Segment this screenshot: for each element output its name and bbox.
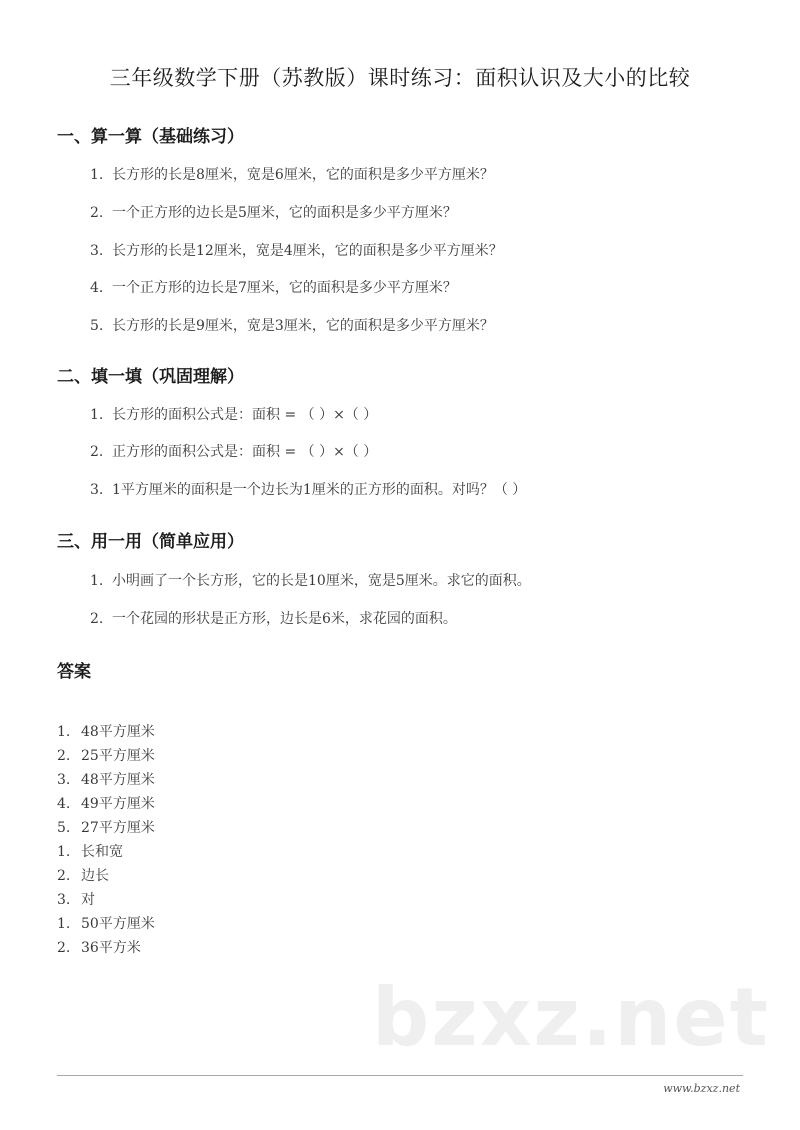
answer-item bbox=[57, 937, 141, 957]
answer-number: 2. bbox=[57, 868, 71, 884]
question-text: 长方形的长是8厘米，宽是6厘米，它的面积是多少平方厘米？ bbox=[112, 167, 494, 183]
question-number: 2. bbox=[90, 444, 104, 460]
answer-text: 48平方厘米 bbox=[81, 772, 155, 788]
answer-item bbox=[57, 889, 95, 909]
question-text: 正方形的面积公式是：面积 = （ ）×（ ） bbox=[112, 444, 378, 460]
question-text: 一个正方形的边长是5厘米，它的面积是多少平方厘米？ bbox=[112, 205, 457, 221]
answer-item bbox=[57, 841, 123, 861]
document-title: 三年级数学下册（苏教版）课时练习：面积认识及大小的比较 bbox=[109, 66, 691, 90]
answer-text: 36平方米 bbox=[81, 940, 141, 956]
question-item bbox=[90, 570, 531, 590]
question-text: 1平方厘米的面积是一个边长为1厘米的正方形的面积。对吗？（ ） bbox=[112, 482, 527, 498]
answer-item bbox=[57, 817, 155, 837]
question-item bbox=[90, 608, 457, 628]
answer-text: 48平方厘米 bbox=[81, 724, 155, 740]
footer-url: www.bzxz.net bbox=[663, 1082, 740, 1095]
question-text: 一个正方形的边长是7厘米，它的面积是多少平方厘米？ bbox=[112, 280, 457, 296]
question-item bbox=[90, 441, 377, 461]
section-heading-consolidation: 二、填一填（巩固理解） bbox=[57, 367, 244, 387]
question-item bbox=[90, 404, 377, 424]
answer-text: 长和宽 bbox=[81, 844, 123, 860]
question-number: 2. bbox=[90, 611, 104, 627]
answer-number: 5. bbox=[57, 820, 71, 836]
question-text: 小明画了一个长方形，它的长是10厘米，宽是5厘米。求它的面积。 bbox=[112, 573, 531, 589]
question-item bbox=[90, 240, 503, 260]
question-item bbox=[90, 202, 457, 222]
answer-number: 1. bbox=[57, 724, 71, 740]
answer-text: 49平方厘米 bbox=[81, 796, 155, 812]
answer-item bbox=[57, 865, 109, 885]
answer-item bbox=[57, 793, 155, 813]
answer-number: 1. bbox=[57, 916, 71, 932]
question-number: 3. bbox=[90, 243, 104, 259]
answers-heading: 答案 bbox=[57, 662, 91, 682]
question-number: 2. bbox=[90, 205, 104, 221]
question-text: 长方形的长是12厘米，宽是4厘米，它的面积是多少平方厘米？ bbox=[112, 243, 503, 259]
section-heading-basic-practice: 一、算一算（基础练习） bbox=[57, 127, 244, 147]
answer-number: 4. bbox=[57, 796, 71, 812]
question-item bbox=[90, 164, 494, 184]
watermark: bzxz.net bbox=[372, 971, 770, 1064]
question-item bbox=[90, 479, 526, 499]
question-number: 5. bbox=[90, 318, 104, 334]
answer-number: 3. bbox=[57, 772, 71, 788]
footer-divider bbox=[57, 1075, 743, 1076]
question-number: 1. bbox=[90, 167, 104, 183]
question-item bbox=[90, 277, 457, 297]
answer-text: 27平方厘米 bbox=[81, 820, 155, 836]
answer-item bbox=[57, 721, 155, 741]
answer-item bbox=[57, 769, 155, 789]
answer-item bbox=[57, 745, 155, 765]
question-number: 4. bbox=[90, 280, 104, 296]
answer-text: 对 bbox=[81, 892, 95, 908]
section-heading-application: 三、用一用（简单应用） bbox=[57, 532, 244, 552]
answer-number: 2. bbox=[57, 940, 71, 956]
question-text: 长方形的面积公式是：面积 = （ ）×（ ） bbox=[112, 407, 378, 423]
answer-number: 3. bbox=[57, 892, 71, 908]
answer-item bbox=[57, 913, 155, 933]
question-text: 长方形的长是9厘米，宽是3厘米，它的面积是多少平方厘米？ bbox=[112, 318, 494, 334]
answer-number: 2. bbox=[57, 748, 71, 764]
question-number: 1. bbox=[90, 407, 104, 423]
answer-number: 1. bbox=[57, 844, 71, 860]
question-item bbox=[90, 315, 494, 335]
question-number: 1. bbox=[90, 573, 104, 589]
question-number: 3. bbox=[90, 482, 104, 498]
answer-text: 边长 bbox=[81, 868, 109, 884]
answer-text: 50平方厘米 bbox=[81, 916, 155, 932]
question-text: 一个花园的形状是正方形，边长是6米，求花园的面积。 bbox=[112, 611, 457, 627]
answer-text: 25平方厘米 bbox=[81, 748, 155, 764]
